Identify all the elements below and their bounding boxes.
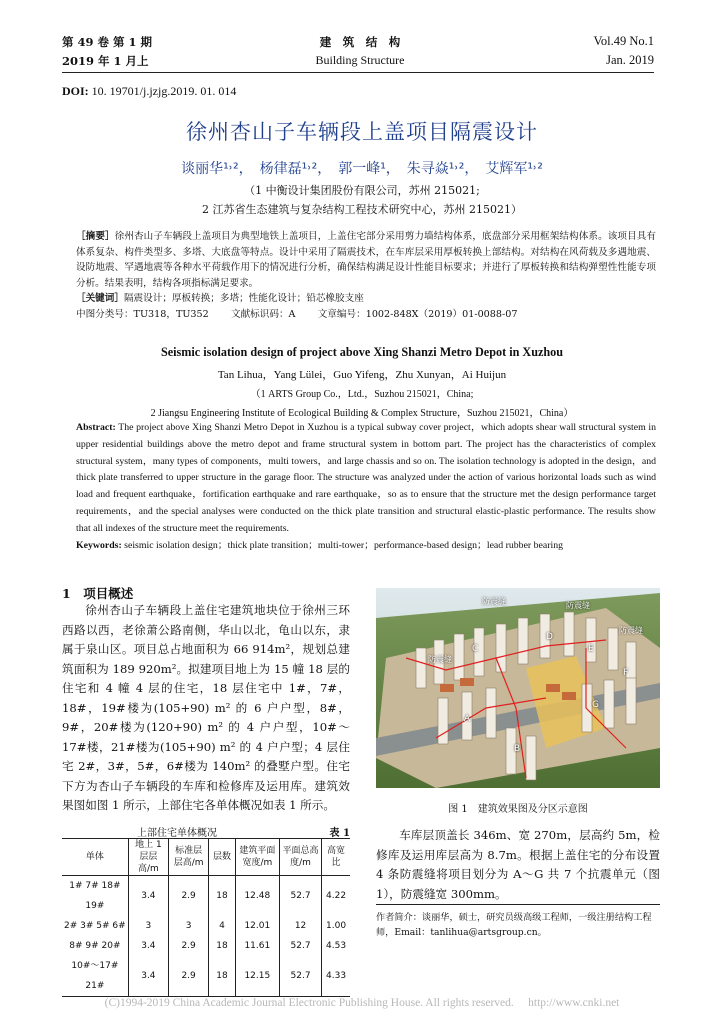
table-cell: 4 [209, 916, 235, 936]
zone-label-e: E [588, 644, 594, 654]
abstract-cn-text: 徐州杏山子车辆段上盖项目为典型地铁上盖项目，上盖住宅部分采用剪力墙结构体系，底盘部分采用框架结构体系。该项目具有体系复杂、构件类型多、多塔、大底盘等特点。设计中采用了隔震技术，在车库层采用厚板转换上部结构。对结构在风荷载及多遇地震、设防地震、罕遇地震等各种水平荷载作用下的情况进行分析，确保结构满足设计性能目标要求；并进行了厚板转换和结构弹塑性性能专项分析。结果表明，结构各项指标满足要求。 [76, 231, 656, 289]
table-cell: 11.61 [235, 936, 279, 956]
volume-en: Vol.49 No.1 [593, 34, 654, 48]
affiliation-cn-1: （1 中衡设计集团股份有限公司，苏州 215021; [244, 184, 480, 197]
abstract-en-label: Abstract: [76, 422, 116, 433]
table-1-number: 表 1 [329, 828, 350, 839]
table-1-caption [62, 824, 350, 839]
doi-label: DOI: [62, 84, 89, 98]
zone-label-d: D [546, 632, 553, 642]
journal-name-cn: 建 筑 结 构 [319, 35, 401, 49]
zone-label-b: B [514, 744, 521, 754]
table-cell: 3.4 [128, 876, 168, 917]
table-cell: 4.33 [322, 956, 350, 996]
table-cell: 1# 7# 18# 19# [69, 881, 121, 911]
table-header: 地上 1 层层高/m [128, 839, 168, 876]
table-header: 高宽比 [322, 839, 350, 876]
seismic-joint-label: 防震缝 [428, 655, 452, 664]
table-cell: 10#～17# 21# [71, 961, 119, 991]
table-row [62, 956, 350, 996]
table-cell: 8# 9# 20# [69, 941, 121, 951]
doi-value: 10. 19701/j.jzjg.2019. 01. 014 [91, 84, 237, 98]
keywords-cn: 隔震设计；厚板转换；多塔；性能化设计；铅芯橡胶支座 [123, 293, 364, 304]
article-number: 文章编号：1002-848X（2019）01-0088-07 [317, 308, 518, 320]
affiliation-en-1: （1 ARTS Group Co.，Ltd.，Suzhou 215021，China; [250, 389, 474, 400]
table-1 [62, 838, 350, 997]
clc-number: 中图分类号：TU318，TU352 [76, 308, 209, 320]
table-cell: 12.01 [235, 916, 279, 936]
aerial-rendering-image [376, 588, 660, 788]
table-cell: 1.00 [322, 916, 350, 936]
zone-label-f: F [623, 668, 629, 678]
table-cell: 12.48 [235, 876, 279, 917]
keywords-en: seismic isolation design；thick plate transition；multi-tower；performance-based design；lead rubber bearing [124, 539, 564, 551]
date-en: Jan. 2019 [606, 53, 654, 67]
abstract-en [76, 420, 656, 554]
zone-label-c: C [472, 644, 479, 654]
seismic-joint-label: 防震缝 [566, 601, 590, 610]
affiliation-cn-2: 2 江苏省生态建筑与复杂结构工程技术研究中心，苏州 215021） [202, 203, 522, 216]
paper-title-cn: 徐州杏山子车辆段上盖项目隔震设计 [186, 120, 538, 144]
table-cell: 52.7 [279, 876, 321, 917]
table-cell: 18 [209, 876, 235, 917]
table-cell: 12.15 [235, 956, 279, 996]
table-cell: 4.53 [322, 936, 350, 956]
table-cell: 52.7 [279, 936, 321, 956]
document-code: 文献标识码：A [231, 308, 296, 320]
figure-1-rendering [376, 588, 660, 788]
table-cell: 12 [279, 916, 321, 936]
table-header: 单体 [62, 839, 128, 876]
table-cell: 3 [169, 916, 209, 936]
table-header: 层数 [209, 839, 235, 876]
zone-label-g: G [592, 700, 599, 710]
table-cell: 3.4 [128, 936, 168, 956]
keywords-en-label: Keywords: [76, 539, 122, 551]
doi [62, 84, 236, 99]
table-header: 平面总高度/m [279, 839, 321, 876]
seismic-joint-label: 防震缝 [482, 597, 506, 606]
authors-cn: 谈丽华¹˒²， 杨律磊¹˒²， 郭一峰¹， 朱寻焱¹˒²， 艾辉军¹˒² [181, 161, 543, 177]
authors-en: Tan Lihua，Yang Lülei，Guo Yifeng，Zhu Xunyan，Ai Huijun [217, 369, 507, 381]
abstract-en-text: The project above Xing Shanzi Metro Depot in Xuzhou is a typical subway cover project，which adopts shear wall structural system in upper residential buildings above the metro depot and frame structural system in bottom part. The project has the characteristics of complex structural system，many types of components，multi towers，and large chassis and so on. The isolation technology is adopted in the design，and thick plate transferred to upper structure in the garage floor. The structure was analyzed under the action of various horizontal loads such as wind load and frequent earthquake，fortification earthquake and rare earthquake，so as to ensure that the structure met the design performance target requirements，and the special analyses were conducted on the thick plate transition and structural elastic-plastic performance. The results show that all indexes of the structure meet the requirements. [76, 422, 657, 534]
copyright-footer: (C)1994-2019 China Academic Journal Electronic Publishing House. All rights reserved. http://www.cnki.net [104, 997, 620, 1009]
date-cn: 2019 年 1 月上 [62, 54, 149, 68]
table-cell: 18 [209, 956, 235, 996]
table-cell: 3 [128, 916, 168, 936]
section-1-paragraph: 徐州杏山子车辆段上盖住宅建筑地块位于徐州三环西路以西，老徐萧公路南侧，华山以北，龟山以东，隶属于泉山区。项目总占地面积为 66 914m²，规划总建筑面积为 189 920m²。拟建项目地上为 15 幢 18 层的住宅和 4 幢 4 层的住宅，18 层住宅中 1#，7#，18#，19#楼为(105+90) m² 的 6 户户型，8#，9#，20#楼为(120+90) m² 的 4 户户型，10#～17#楼，21#楼为(105+90) m² 的 4 户户型；4 层住宅 2#，3#，5#，6#楼为 140m² 的叠墅户型。住宅下方为杏山子车辆段的车库和检修库及运用库。建筑效果图如图 1 所示，上部住宅各单体概况如表 1 所示。 [62, 603, 350, 812]
keywords-cn-label: ［关键词］ [76, 293, 124, 304]
figure-1-caption: 图 1 建筑效果图及分区示意图 [448, 804, 588, 815]
table-cell: 2.9 [169, 956, 209, 996]
table-row [62, 936, 350, 956]
table-row [62, 916, 350, 936]
table-cell: 4.22 [322, 876, 350, 917]
table-cell: 52.7 [279, 956, 321, 996]
table-cell: 3.4 [128, 956, 168, 996]
right-column-paragraph: 车库层顶盖长 346m、宽 270m，层高约 5m，检修库及运用库层高为 8.7m。根据上盖住宅的分布设置 4 条防震缝将项目划分为 A～G 共 7 个抗震单元（图 1），防震缝宽 300mm。 [376, 828, 660, 901]
section-1-heading: 1 项目概述 [62, 586, 134, 601]
table-cell: 18 [209, 936, 235, 956]
header-rule [62, 72, 654, 73]
zone-label-a: A [464, 714, 471, 724]
abstract-cn-label: ［摘要］ [76, 231, 115, 242]
table-1-title: 上部住宅单体概况 [137, 828, 217, 839]
seismic-joint-label: 防震缝 [619, 626, 643, 635]
table-header: 建筑平面宽度/m [235, 839, 279, 876]
affiliation-en-2: 2 Jiangsu Engineering Institute of Ecological Building & Complex Structure，Suzhou 215021，China） [150, 408, 574, 419]
table-header: 标准层层高/m [169, 839, 209, 876]
abstract-cn [76, 229, 656, 322]
table-cell: 2# 3# 5# 6# [64, 921, 126, 931]
journal-name-en: Building Structure [315, 53, 405, 67]
table-cell: 2.9 [169, 876, 209, 917]
author-note: 作者简介：谈丽华，硕士，研究员级高级工程师，一级注册结构工程师，Email：tanlihua@artsgroup.cn。 [376, 912, 652, 938]
volume-cn: 第 49 卷 第 1 期 [62, 35, 153, 49]
paper-title-en: Seismic isolation design of project above Xing Shanzi Metro Depot in Xuzhou [160, 345, 564, 359]
table-cell: 2.9 [169, 936, 209, 956]
footnote-rule [376, 904, 660, 905]
table-row [62, 876, 350, 917]
